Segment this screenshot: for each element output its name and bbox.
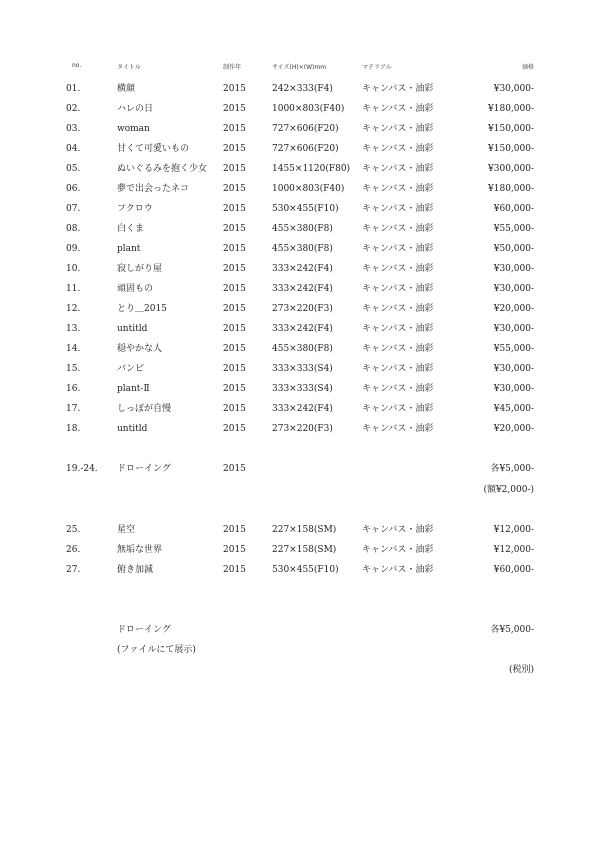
cell-title: バンビ bbox=[117, 364, 145, 374]
cell-no: 26. bbox=[66, 545, 81, 555]
cell-title: 横顔 bbox=[117, 84, 136, 94]
cell-size: 333×242(F4) bbox=[272, 324, 333, 334]
cell-material: キャンバス・油彩 bbox=[362, 244, 434, 254]
cell-no: 13. bbox=[66, 324, 81, 334]
cell-price: ¥30,000- bbox=[493, 324, 534, 334]
cell-title: 夢で出会ったネコ bbox=[117, 184, 190, 194]
tax-note-row bbox=[0, 662, 596, 678]
cell-title: 穏やかな人 bbox=[117, 344, 163, 354]
cell-year: 2015 bbox=[223, 184, 246, 194]
cell-price: ¥180,000- bbox=[488, 184, 534, 194]
cell-year: 2015 bbox=[223, 404, 246, 414]
table-row bbox=[0, 121, 596, 137]
cell-no: 18. bbox=[66, 424, 81, 434]
cell-material: キャンバス・油彩 bbox=[362, 344, 434, 354]
table-row bbox=[0, 141, 596, 157]
cell-year: 2015 bbox=[223, 144, 246, 154]
cell-material: キャンバス・油彩 bbox=[362, 124, 434, 134]
cell-material: キャンバス・油彩 bbox=[362, 144, 434, 154]
table-row bbox=[0, 421, 596, 437]
cell-year: 2015 bbox=[223, 204, 246, 214]
cell-title: 甘くて可愛いもの bbox=[117, 144, 190, 154]
cell-size: 333×242(F4) bbox=[272, 264, 333, 274]
cell-size: 530×455(F10) bbox=[272, 565, 339, 575]
cell-material: キャンバス・油彩 bbox=[362, 204, 434, 214]
cell-material: キャンバス・油彩 bbox=[362, 264, 434, 274]
cell-title: 白くま bbox=[117, 224, 145, 234]
cell-price: ¥180,000- bbox=[488, 104, 534, 114]
cell-price: ¥20,000- bbox=[493, 424, 534, 434]
cell-title: untitld bbox=[117, 424, 148, 434]
cell-material: キャンバス・油彩 bbox=[362, 384, 434, 394]
cell-year: 2015 bbox=[223, 565, 246, 575]
table-row bbox=[0, 241, 596, 257]
cell-year: 2015 bbox=[223, 545, 246, 555]
cell-year: 2015 bbox=[223, 84, 246, 94]
cell-title: 無垢な世界 bbox=[117, 545, 163, 555]
cell-year: 2015 bbox=[223, 344, 246, 354]
cell-title: 俯き加減 bbox=[117, 565, 154, 575]
cell-no: 01. bbox=[66, 84, 81, 94]
cell-price: ¥30,000- bbox=[493, 264, 534, 274]
cell-price: ¥50,000- bbox=[493, 244, 534, 254]
cell-no: 05. bbox=[66, 164, 81, 174]
drawings-file-note-row bbox=[0, 642, 596, 658]
cell-year: 2015 bbox=[223, 124, 246, 134]
cell-size: 455×380(F8) bbox=[272, 344, 333, 354]
cell-size: 1455×1120(F80) bbox=[272, 164, 351, 174]
cell-title: しっぽが自慢 bbox=[117, 404, 172, 414]
cell-title: untitld bbox=[117, 324, 148, 334]
cell-size: 455×380(F8) bbox=[272, 244, 333, 254]
table-row bbox=[0, 562, 596, 578]
cell-size: 333×242(F4) bbox=[272, 404, 333, 414]
cell-size: 1000×803(F40) bbox=[272, 104, 345, 114]
cell-no: 17. bbox=[66, 404, 81, 414]
cell-year: 2015 bbox=[223, 224, 246, 234]
cell-no: 11. bbox=[66, 284, 81, 294]
cell-no: 16. bbox=[66, 384, 81, 394]
header-no: no. bbox=[72, 62, 82, 69]
cell-no: 09. bbox=[66, 244, 81, 254]
cell-size: 273×220(F3) bbox=[272, 304, 333, 314]
cell-no: 08. bbox=[66, 224, 81, 234]
cell-size: 227×158(SM) bbox=[272, 545, 337, 555]
cell-no: 25. bbox=[66, 525, 81, 535]
cell-material: キャンバス・油彩 bbox=[362, 84, 434, 94]
table-row bbox=[0, 301, 596, 317]
cell-year: 2015 bbox=[223, 324, 246, 334]
cell-year: 2015 bbox=[223, 304, 246, 314]
cell-size: 727×606(F20) bbox=[272, 124, 339, 134]
cell-no: 27. bbox=[66, 565, 81, 575]
header-year: 制作年 bbox=[223, 64, 242, 71]
cell-size: 1000×803(F40) bbox=[272, 184, 345, 194]
cell-material: キャンバス・油彩 bbox=[362, 545, 434, 555]
header-title: タイトル bbox=[117, 64, 141, 71]
cell-material: キャンバス・油彩 bbox=[362, 404, 434, 414]
cell-year: 2015 bbox=[223, 264, 246, 274]
cell-title: 頑固もの bbox=[117, 284, 154, 294]
drawing-range-row bbox=[0, 461, 596, 477]
cell-price: ¥20,000- bbox=[493, 304, 534, 314]
cell-price: ¥30,000- bbox=[493, 384, 534, 394]
cell-no: 10. bbox=[66, 264, 81, 274]
cell-title: plant bbox=[117, 244, 141, 254]
table-row bbox=[0, 381, 596, 397]
cell-size: 727×606(F20) bbox=[272, 144, 339, 154]
cell-size: 333×242(F4) bbox=[272, 284, 333, 294]
cell-price: ¥55,000- bbox=[493, 224, 534, 234]
table-row bbox=[0, 341, 596, 357]
cell-no: 12. bbox=[66, 304, 81, 314]
drawing-range-no: 19.-24. bbox=[66, 464, 98, 474]
cell-year: 2015 bbox=[223, 164, 246, 174]
table-row bbox=[0, 522, 596, 538]
table-row bbox=[0, 321, 596, 337]
cell-no: 15. bbox=[66, 364, 81, 374]
table-row bbox=[0, 542, 596, 558]
drawings-file-note: (ファイルにて展示) bbox=[117, 645, 196, 655]
frame-price-note: (額¥2,000-) bbox=[483, 485, 534, 495]
cell-no: 07. bbox=[66, 204, 81, 214]
cell-title: ぬいぐるみを抱く少女 bbox=[117, 164, 208, 174]
cell-material: キャンバス・油彩 bbox=[362, 424, 434, 434]
cell-year: 2015 bbox=[223, 104, 246, 114]
table-row bbox=[0, 81, 596, 97]
cell-price: ¥150,000- bbox=[488, 124, 534, 134]
drawing-range-title: ドローイング bbox=[117, 464, 171, 474]
cell-size: 227×158(SM) bbox=[272, 525, 337, 535]
cell-year: 2015 bbox=[223, 424, 246, 434]
cell-material: キャンバス・油彩 bbox=[362, 525, 434, 535]
cell-material: キャンバス・油彩 bbox=[362, 184, 434, 194]
cell-price: ¥30,000- bbox=[493, 284, 534, 294]
header-size: サイズ(H)×(W)mm bbox=[272, 64, 327, 71]
cell-material: キャンバス・油彩 bbox=[362, 164, 434, 174]
cell-price: ¥300,000- bbox=[488, 164, 534, 174]
header-material: マテリアル bbox=[362, 64, 392, 71]
cell-price: ¥150,000- bbox=[488, 144, 534, 154]
cell-no: 02. bbox=[66, 104, 81, 114]
cell-size: 455×380(F8) bbox=[272, 224, 333, 234]
cell-year: 2015 bbox=[223, 525, 246, 535]
cell-title: フクロウ bbox=[117, 204, 153, 214]
cell-year: 2015 bbox=[223, 284, 246, 294]
cell-price: ¥60,000- bbox=[493, 204, 534, 214]
cell-price: ¥45,000- bbox=[493, 404, 534, 414]
frame-note-row bbox=[0, 482, 596, 498]
cell-year: 2015 bbox=[223, 364, 246, 374]
cell-material: キャンバス・油彩 bbox=[362, 104, 434, 114]
cell-price: ¥12,000- bbox=[493, 545, 534, 555]
cell-no: 14. bbox=[66, 344, 81, 354]
cell-title: woman bbox=[117, 124, 150, 134]
cell-material: キャンバス・油彩 bbox=[362, 324, 434, 334]
cell-size: 530×455(F10) bbox=[272, 204, 339, 214]
drawings-file-title: ドローイング bbox=[117, 625, 171, 635]
cell-title: ハレの日 bbox=[117, 104, 154, 114]
drawings-file-row bbox=[0, 622, 596, 638]
cell-size: 333×333(S4) bbox=[272, 384, 333, 394]
header-price: 価格 bbox=[521, 64, 534, 71]
cell-price: ¥55,000- bbox=[493, 344, 534, 354]
table-row bbox=[0, 181, 596, 197]
table-row bbox=[0, 221, 596, 237]
drawings-file-price: 各¥5,000- bbox=[490, 625, 534, 635]
cell-material: キャンバス・油彩 bbox=[362, 284, 434, 294]
drawing-range-price: 各¥5,000- bbox=[490, 464, 534, 474]
table-row bbox=[0, 401, 596, 417]
drawing-range-year: 2015 bbox=[223, 464, 246, 474]
table-row bbox=[0, 161, 596, 177]
table-row bbox=[0, 361, 596, 377]
cell-size: 333×333(S4) bbox=[272, 364, 333, 374]
cell-size: 242×333(F4) bbox=[272, 84, 333, 94]
table-row bbox=[0, 101, 596, 117]
cell-title: plant-Ⅱ bbox=[117, 384, 150, 394]
cell-no: 03. bbox=[66, 124, 81, 134]
cell-price: ¥30,000- bbox=[493, 84, 534, 94]
cell-size: 273×220(F3) bbox=[272, 424, 333, 434]
table-row bbox=[0, 281, 596, 297]
cell-material: キャンバス・油彩 bbox=[362, 364, 434, 374]
cell-price: ¥12,000- bbox=[493, 525, 534, 535]
table-row bbox=[0, 261, 596, 277]
cell-no: 04. bbox=[66, 144, 81, 154]
cell-year: 2015 bbox=[223, 244, 246, 254]
cell-material: キャンバス・油彩 bbox=[362, 565, 434, 575]
cell-title: 寂しがり屋 bbox=[117, 264, 163, 274]
cell-price: ¥60,000- bbox=[493, 565, 534, 575]
table-row bbox=[0, 201, 596, 217]
cell-material: キャンバス・油彩 bbox=[362, 224, 434, 234]
cell-material: キャンバス・油彩 bbox=[362, 304, 434, 314]
tax-note: (税別) bbox=[508, 665, 534, 675]
cell-title: とり＿2015 bbox=[117, 304, 167, 314]
cell-year: 2015 bbox=[223, 384, 246, 394]
cell-title: 星空 bbox=[117, 525, 136, 535]
cell-no: 06. bbox=[66, 184, 81, 194]
cell-price: ¥30,000- bbox=[493, 364, 534, 374]
